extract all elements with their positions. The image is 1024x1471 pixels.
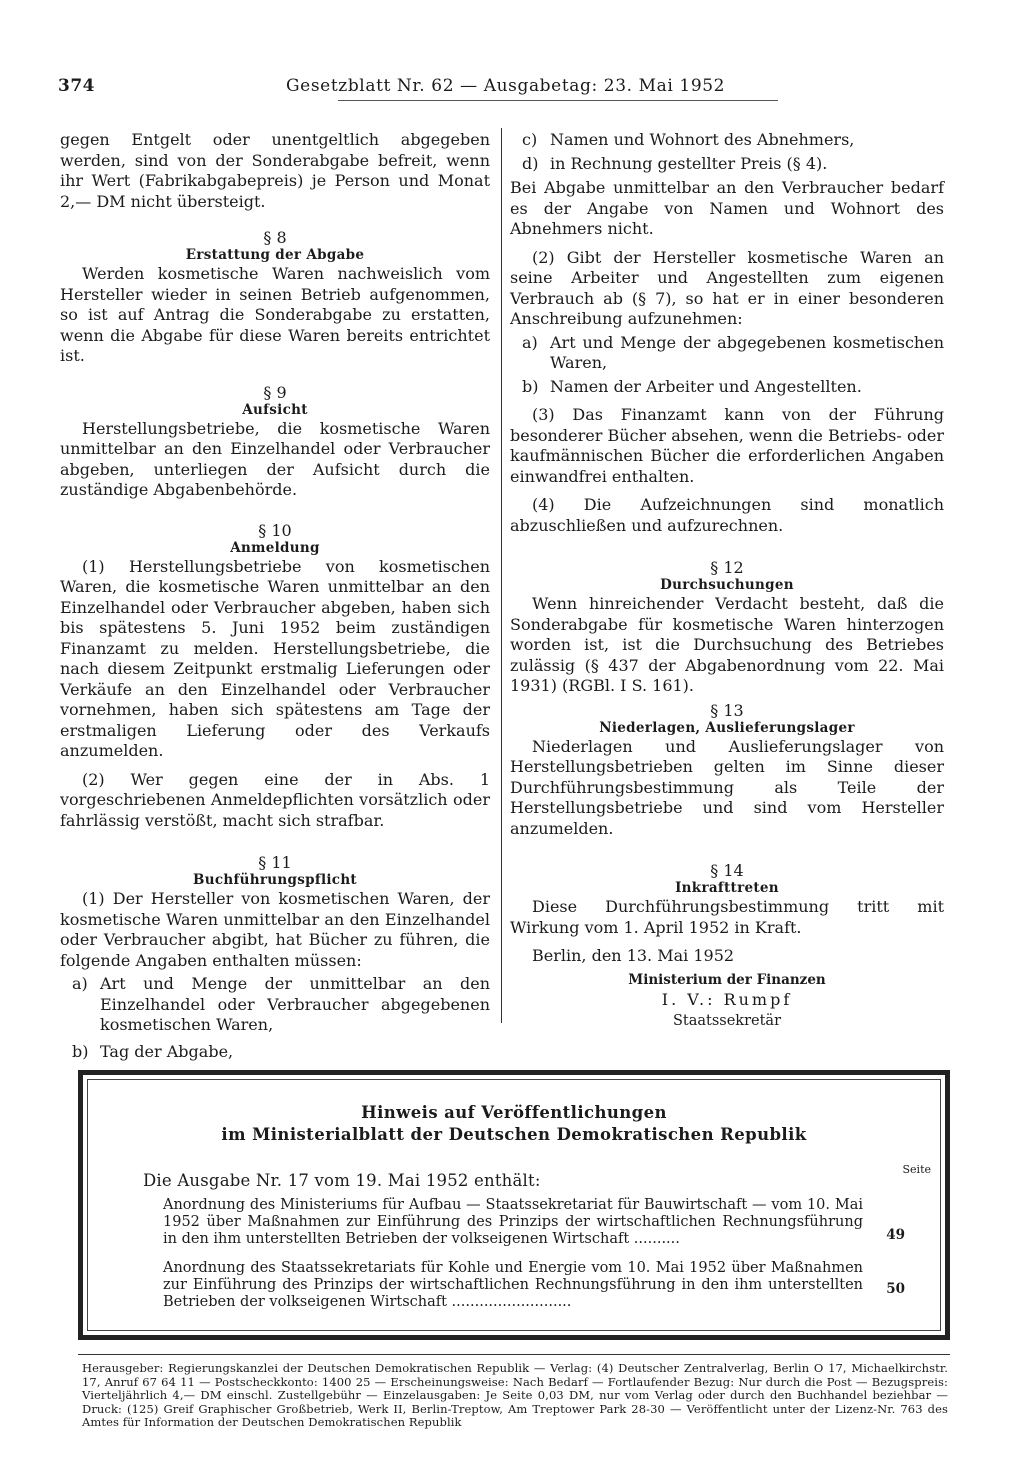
list-item-label: c) [522,130,538,149]
section-8-number: § 8 [263,228,287,247]
imprint: Herausgeber: Regierungskanzlei der Deutschen Demokratischen Republik — Verlag: (4) Deutscher Zentralverlag, Berlin O 17, Michaelkirchstr. 17, Anruf 67 64 11 — Postscheckkonto: 1400 25 — Erscheinungsweise: Nach Bedarf — Fortlaufender Bezug: Nur durch die Post — Bezugspreis: Vierteljährlich 4,— DM einschl. Zustellgebühr — Einzelausgaben: Je Seite 0,03 DM, nur vom Verlag oder durch den Buchhandel beziehbar — Druck: (125) Greif Graphischer Großbetrieb, Werk II, Berlin-Treptow, Am Treptower Park 28-30 — Veröffentlicht unter der Lizenz-Nr. 763 des Amtes für Information der Deutschen Demokratischen Republik [82,1361,948,1429]
list-item-label: b) [522,376,539,396]
section-9-number: § 9 [263,382,287,402]
section-11-number: § 11 [258,853,292,872]
list-item [510,154,944,175]
consumer-note: Bei Abgabe unmittelbar an den Verbraucher bedarf es der Angabe von Namen und Wohnort des Abnehmers nicht. [510,178,944,238]
section-12-title: Durchsuchungen [660,577,794,593]
list-item-text: Art und Menge der unmittelbar an den Einzelhandel oder Verbraucher abgegebenen kosmetischen Waren, [100,974,490,1034]
section-13-title: Niederlagen, Auslieferungslager [599,719,855,736]
section-8-text: Werden kosmetische Waren nachweislich vom Hersteller wieder in seinen Betrieb aufgenommen, so ist auf Antrag die Sonderabgabe zu erstatten, wenn die Abgabe für diese Waren bereits entrichtet ist. [60,264,490,365]
notice-subtitle: im Ministerialblatt der Deutschen Demokratischen Republik [221,1125,807,1144]
section-10-para-2: (2) Wer gegen eine der in Abs. 1 vorgeschriebenen Anmeldepflichten vorsätzlich oder fahrlässig verstößt, macht sich strafbar. [60,769,490,830]
notice-entry-page: 49 [886,1227,905,1243]
header-rule [338,100,778,101]
list-item-text: Namen und Wohnort des Abnehmers, [550,130,855,149]
notice-issue-line: Die Ausgabe Nr. 17 vom 19. Mai 1952 enthält: [143,1171,541,1190]
left-column [60,130,490,1062]
list-item-text: Art und Menge der abgegebenen kosmetischen Waren, [550,332,944,372]
section-13-number: § 13 [710,700,744,720]
imprint-rule [78,1354,950,1355]
list-item-label: b) [72,1041,89,1061]
notice-entry-page: 50 [886,1281,905,1297]
section-11-para-1: (1) Der Hersteller von kosmetischen Waren, der kosmetische Waren unmittelbar an den Einzelhandel oder Verbraucher abgibt, hat Bücher zu führen, die folgende Angaben enthalten müssen: [60,889,490,970]
notice-entry: Anordnung des Staatssekretariats für Kohle und Energie vom 10. Mai 1952 über Maßnahmen zur Einführung des Prinzips der wirtschaftlichen Rechnungsführung in den ihm unterstellten Betrieben der volkseigenen Wirtschaft .......................... [163,1260,863,1310]
section-14-title: Inkrafttreten [675,880,779,896]
list-item-text: Namen der Arbeiter und Angestellten. [550,376,862,396]
notice-title: Hinweis auf Veröffentlichungen [361,1103,667,1122]
section-11-title: Buchführungspflicht [193,872,357,888]
section-12-text: Wenn hinreichender Verdacht besteht, daß die Sonderabgabe für kosmetische Waren hinterzogen worden ist, ist die Durchsuchung des Betriebes zulässig (§ 437 der Abgabenordnung vom 22. Mai 1931) (RGBl. I S. 161). [510,594,944,695]
list-item [510,333,944,374]
section-14-number: § 14 [710,861,744,880]
section-14-text: Diese Durchführungsbestimmung tritt mit Wirkung vom 1. April 1952 in Kraft. [510,897,944,937]
section-11-para-2: (2) Gibt der Hersteller kosmetische Waren an seine Arbeiter und Angestellten zum eigenen Verbrauch ab (§ 7), so hat er in einer besonderen Anschreibung aufzunehmen: [510,247,944,328]
section-12-number: § 12 [710,558,744,577]
page-header [58,76,958,106]
intro-paragraph: gegen Entgelt oder unentgeltlich abgegeben werden, sind von der Sonderabgabe befreit, wenn ihr Wert (Fabrikabgabepreis) je Person und Monat 2,— DM nicht übersteigt. [60,130,490,211]
section-9-title: Aufsicht [242,401,308,418]
page-number: 374 [58,76,95,96]
right-column [510,130,944,1031]
signer-name: I. V.: Rumpf [661,990,793,1009]
signer-role: Staatssekretär [672,1012,782,1029]
signer-organization: Ministerium der Finanzen [628,971,826,988]
list-item [510,130,944,151]
section-8-title: Erstattung der Abgabe [185,247,365,263]
section-11-para-4: (4) Die Aufzeichnungen sind monatlich abzuschließen und aufzurechnen. [510,495,944,535]
publication-notice-box [78,1070,950,1340]
list-item-label: a) [72,974,88,993]
page-column-label: Seite [902,1163,931,1176]
section-9-text: Herstellungsbetriebe, die kosmetische Waren unmittelbar an den Einzelhandel oder Verbraucher abgeben, unterliegen der Aufsicht durch die zuständige Abgabenbehörde. [60,418,490,499]
list-item-text: in Rechnung gestellter Preis (§ 4). [550,153,828,173]
list-item [510,377,944,398]
list-item-label: a) [522,332,538,352]
column-divider [501,128,502,1023]
section-10-number: § 10 [258,520,292,540]
section-11-para-3: (3) Das Finanzamt kann von der Führung besonderer Bücher absehen, wenn die Betriebs- oder kaufmännischen Bücher die erforderlichen Angaben einwandfrei enthalten. [510,405,944,486]
section-13-text: Niederlagen und Auslieferungslager von Herstellungsbetrieben gelten im Sinne dieser Durchführungsbestimmung als Teile der Herstellungsbetriebe und sind vom Hersteller anzumelden. [510,736,944,838]
list-item-label: d) [522,153,539,173]
notice-entry: Anordnung des Ministeriums für Aufbau — Staatssekretariat für Bauwirtschaft — vom 10. Mai 1952 über Maßnahmen zur Einführung des Prinzips der wirtschaftlichen Rechnungsführung in den ihm unterstellten Betrieben der volkseigenen Wirtschaft .......... [163,1197,863,1247]
gazette-title: Gesetzblatt Nr. 62 — Ausgabetag: 23. Mai 1952 [286,76,726,96]
list-item [60,1042,490,1063]
place-date: Berlin, den 13. Mai 1952 [532,946,735,965]
section-10-para-1: (1) Herstellungsbetriebe von kosmetischen Waren, die kosmetische Waren unmittelbar an den Einzelhandel oder Verbraucher abgeben, haben sich bis spätestens 5. Juni 1952 beim zuständigen Finanzamt zu melden. Herstellungsbetriebe, die nach diesem Zeitpunkt erstmalig Lieferungen oder Verkäufe an den Einzelhandel oder Verbraucher vornehmen, haben sich spätestens am Tage der erstmaligen Lieferung oder des Verkaufs anzumelden. [60,556,490,760]
list-item-text: Tag der Abgabe, [100,1041,234,1061]
section-10-title: Anmeldung [230,539,320,556]
list-item [60,974,490,1036]
